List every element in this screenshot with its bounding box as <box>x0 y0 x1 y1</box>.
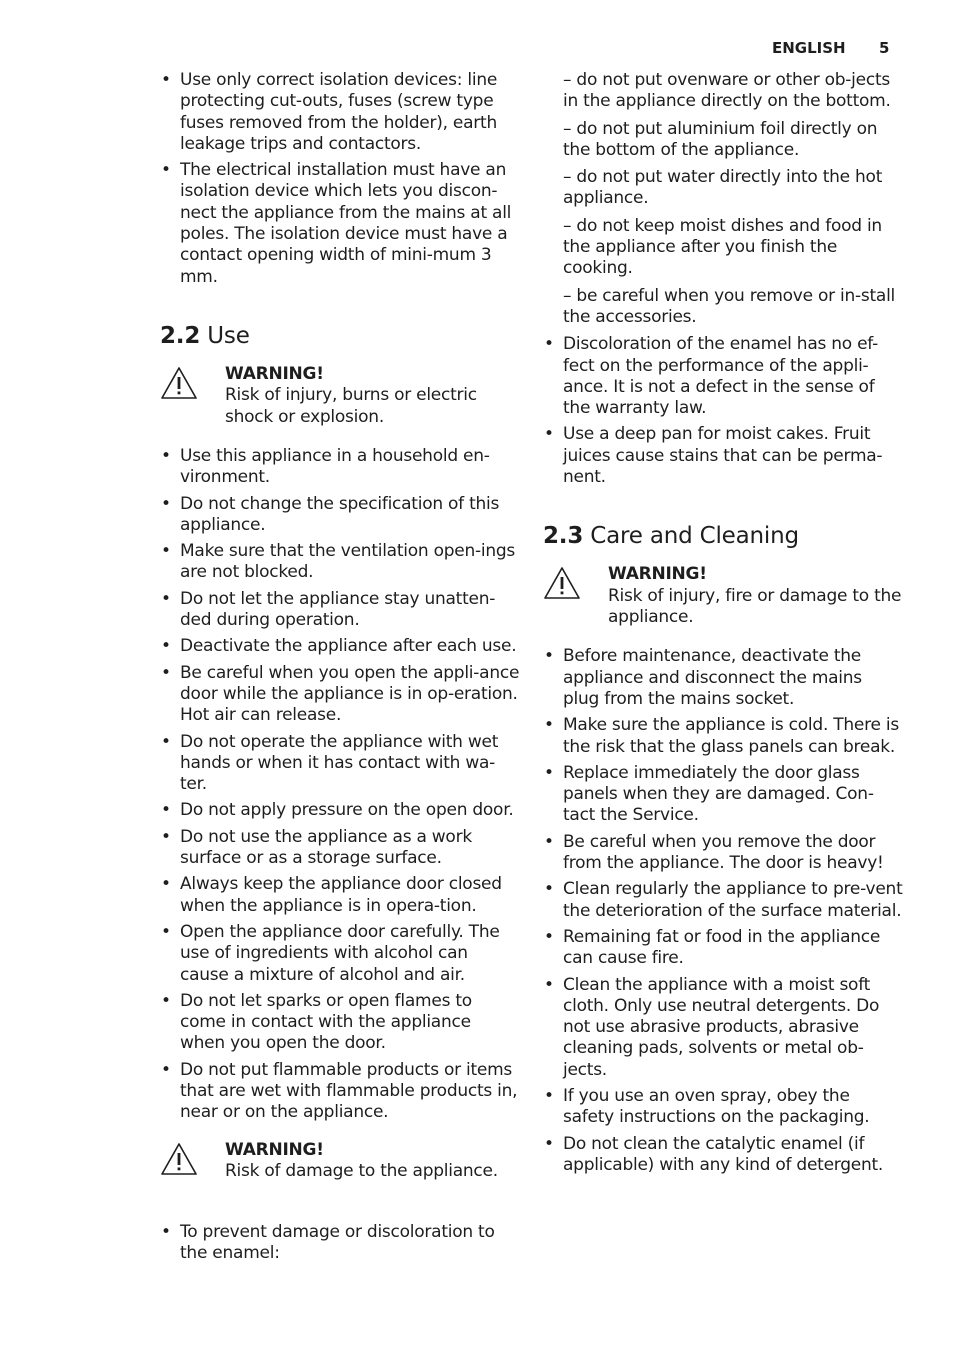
list-item: • Open the appliance door carefully. The use of ingredients with alcohol can cause a mixture of alcohol and air. <box>160 922 520 986</box>
enamel-notes-list <box>543 334 903 488</box>
dash-item: – do not put water directly into the hot appliance. <box>563 167 883 209</box>
dash-item: – do not keep moist dishes and food in the appliance after you finish the cooking. <box>563 215 882 279</box>
warning-title: WARNING! <box>225 1139 324 1160</box>
list-item: • Make sure the appliance is cold. There is the risk that the glass panels can break. <box>543 715 903 758</box>
list-item: • If you use an oven spray, obey the safety instructions on the packaging. <box>543 1086 903 1129</box>
list-item: • Do not change the specification of this appliance. <box>160 494 520 537</box>
warning-triangle-icon <box>543 566 581 600</box>
list-item: • Use a deep pan for moist cakes. Fruit juices cause stains that can be perma-nent. <box>543 424 903 488</box>
section-title: Care and Cleaning <box>590 523 799 550</box>
language-label: ENGLISH <box>772 39 846 57</box>
list-item: • Clean the appliance with a moist soft cloth. Only use neutral detergents. Do not use abrasive products, abrasive cleaning pads, solvents or metal ob-jects. <box>543 975 903 1081</box>
warning-triangle-icon <box>160 366 198 400</box>
section-number: 2.3 <box>543 523 584 550</box>
right-column <box>543 70 903 1181</box>
section-number: 2.2 <box>160 322 201 349</box>
list-item: • Do not let the appliance stay unatten-ded during operation. <box>160 589 520 632</box>
list-item: • To prevent damage or discoloration to the enamel: <box>160 1222 520 1265</box>
list-item: • Replace immediately the door glass panels when they are damaged. Con-tact the Service. <box>543 763 903 827</box>
warning-title: WARNING! <box>225 363 324 384</box>
list-item: • Do not put flammable products or items that are wet with flammable products in, near or on the appliance. <box>160 1060 520 1124</box>
list-item: • Do not clean the catalytic enamel (if applicable) with any kind of detergent. <box>543 1134 903 1177</box>
section-heading-use <box>160 322 520 350</box>
dash-list <box>543 70 903 328</box>
dash-item: – do not put ovenware or other ob-jects in the appliance directly on the bottom. <box>563 70 891 112</box>
section-heading-care <box>543 522 903 550</box>
intro-bullet-list <box>160 70 520 288</box>
list-item: • Use only correct isolation devices: line protecting cut-outs, fuses (screw type fuses removed from the holder), earth leakage trips and contactors. <box>160 70 520 155</box>
list-item: • Clean regularly the appliance to pre-vent the deterioration of the surface material. <box>543 879 903 922</box>
care-bullet-list <box>543 646 903 1176</box>
dash-item: – do not put aluminium foil directly on the bottom of the appliance. <box>563 118 878 160</box>
list-item: • The electrical installation must have an isolation device which lets you discon-nect the appliance from the mains at all poles. The isolation device must have a contact opening width of mini-mum 3 mm. <box>160 160 520 288</box>
warning-triangle-icon <box>160 1142 198 1176</box>
list-item: • Always keep the appliance door closed when the appliance is in opera-tion. <box>160 874 520 917</box>
list-item: • Use this appliance in a household en-vironment. <box>160 446 520 489</box>
warning-block <box>160 364 520 428</box>
list-item: • Remaining fat or food in the appliance can cause fire. <box>543 927 903 970</box>
list-item: • Do not operate the appliance with wet hands or when it has contact with wa-ter. <box>160 732 520 796</box>
warning-block <box>160 1140 520 1204</box>
use-bullet-list <box>160 446 520 1124</box>
warning-text: Risk of injury, fire or damage to the appliance. <box>608 585 902 627</box>
warning-title: WARNING! <box>608 564 707 585</box>
dash-item: – be careful when you remove or in-stall the accessories. <box>563 285 896 327</box>
section-title: Use <box>207 322 250 349</box>
list-item: • Be careful when you open the appli-ance door while the appliance is in op-eration. Hot air can release. <box>160 663 520 727</box>
list-item: • Make sure that the ventilation open-ings are not blocked. <box>160 541 520 584</box>
list-item: • Be careful when you remove the door from the appliance. The door is heavy! <box>543 832 903 875</box>
left-column <box>160 70 520 1269</box>
warning-block <box>543 564 903 628</box>
page-number: 5 <box>879 39 890 57</box>
list-item: • Do not let sparks or open flames to come in contact with the appliance when you open the door. <box>160 991 520 1055</box>
list-item: • Before maintenance, deactivate the appliance and disconnect the mains plug from the mains socket. <box>543 646 903 710</box>
list-item: • Discoloration of the enamel has no ef-fect on the performance of the appli-ance. It is not a defect in the sense of the warranty law. <box>543 334 903 419</box>
warning-text: Risk of damage to the appliance. <box>225 1160 498 1181</box>
list-item: • Do not use the appliance as a work surface or as a storage surface. <box>160 827 520 870</box>
enamel-bullet-list <box>160 1222 520 1265</box>
list-item: • Do not apply pressure on the open door. <box>160 800 520 821</box>
list-item: • Deactivate the appliance after each use. <box>160 636 520 657</box>
warning-text: Risk of injury, burns or electric shock or explosion. <box>225 385 477 427</box>
